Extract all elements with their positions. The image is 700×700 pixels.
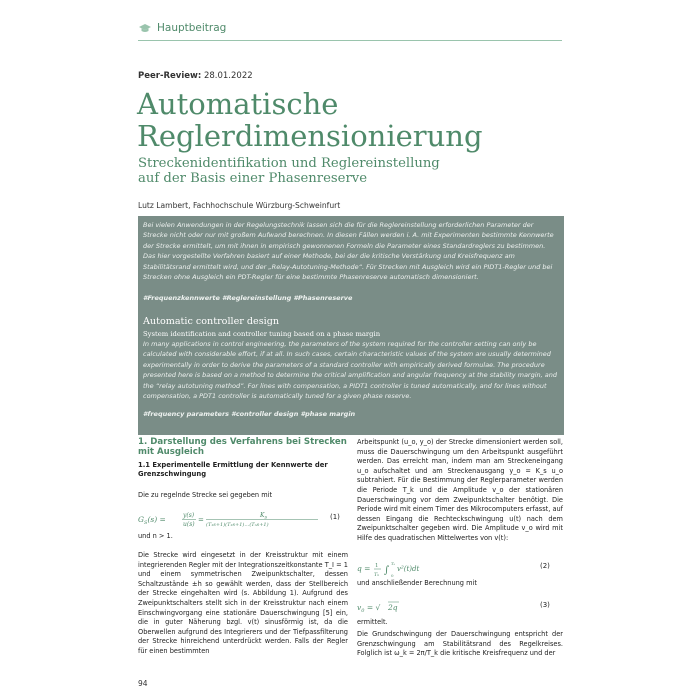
keywords-english: #frequency parameters #controller design #phase margin [143,410,356,418]
section-label: Hauptbeitrag [157,22,227,34]
svg-text:2q: 2q [388,603,398,612]
body-paragraph-4: Arbeitspunkt (u_o, y_o) der Strecke dimensioniert werden soll, muss die Dauerschwingung um den Arbeitspunkt ausgeführt werden. Das erreicht man, indem man am Streckeneingang u_o aufschaltet und am Streckenausgang y_o = K_s u_o subtrahiert. Für die Bestimmung der Reglerparameter werden die Periode T_k und die Amplitude v_o der stationären Dauerschwingung vor dem Zweipunktschalter benötigt. Die Periode wird mit einem Timer des Mikrocomputers erfasst, auf dessen Eingang die Rechteckschwingung u(t) nach dem Zweipunktschalter gegeben wird. Die Amplitude v_o wird mit Hilfe des quadratischen Mittelwertes von v(t): [357,438,563,542]
body-paragraph-6: ermittelt. [357,618,388,626]
title-line-2: Reglerdimensionierung [137,119,483,153]
equation-2-number: (2) [540,562,550,570]
abstract-german: Bei vielen Anwendungen in der Regelungstechnik lassen sich die für die Reglereinstellung erforderlichen Parameter der Strecke nicht oder nur mit großem Aufwand berechnen. In diesen Fällen werden i. A. mit Experimenten bestimmte Kennwerte der Strecke ermittelt, um mit ihnen in empirisch gewonnenen Formeln die Parameter eines Standardreglers zu bestimmen. Das hier vorgestellte Verfahren basiert auf einer Methode, bei der die kritische Verstärkung und Kreisfrequenz am Stabilitätsrand ermittelt wird, und der „Relay-Autotuning-Methode“. Für Strecken mit Ausgleich wird ein PIDT1-Regler und bei Strecken ohne Ausgleich ein PDT-Regler für eine bestimmte Phasenreserve automatisch dimensioniert. [143,221,554,282]
svg-text:Tₖ: Tₖ [391,561,396,566]
body-paragraph-1: Die zu regelnde Strecke sei gegeben mit [138,491,273,499]
subtitle-line-2: auf der Basis einer Phasenreserve [138,171,368,186]
peer-review-date: 28.01.2022 [203,71,253,81]
abstract-english: In many applications in control engineering, the parameters of the system required for the controller setting can only be calculated with considerable effort, if at all. In such cases, certain characteristic values of the system are usually determined experimentally in order to derive the parameters of a standard controller with empirically derived formulae. The procedure presented here is based on a method to determine the critical amplification and angular frequency at the stability margin, and the “relay autotuning method”. For lines with compensation, a PIDT1 controller is tuned automatically, and for lines without compensation, a PDT1 controller is automatically tuned for a given phase reserve. [143,340,558,401]
author-line: Lutz Lambert, Fachhochschule Würzburg-Schweinfurt [138,201,341,210]
body-paragraph-7: Die Grundschwingung der Dauerschwingung entspricht der Grenzschwingung am Stabilitätsrand des Regelkreises. Folglich ist ω_k = 2π/T_k die kritische Kreisfrequenz und der [357,630,563,658]
graduation-cap-icon [138,23,152,33]
header-divider [138,40,562,41]
svg-text:q =: q = [357,564,371,573]
svg-text:∫: ∫ [384,565,390,576]
subsection-heading-1-1: 1.1 Experimentelle Ermittlung der Kennwerte der Grenzschwingung [138,461,328,478]
body-paragraph-3: Die Strecke wird eingesetzt in der Kreisstruktur mit einem integrierenden Regler mit der Integrationszeitkonstante T_I = 1 und einem symmetrischen Zweipunktschalter, dessen Schaltzustände ±h so gewählt werden, dass der Stellbereich der Strecke eingehalten wird (s. Abbildung 1). Aufgrund des Zweipunktschalters stellt sich in der Kreisstruktur nach einem Einschwingvorgang eine stationäre Dauerschwingung [5] ein, die in guter Näherung bzgl. v(t) sinusförmig ist, da die Oberwellen aufgrund des Integrierers und der Tiefpassfilterung der Strecke hinreichend unterdrückt werden. Falls der Regler für einen bestimmten [138,551,348,655]
svg-text:v0 = √: $v_0$ = √ [357,603,381,614]
peer-review-line [138,71,253,81]
english-subtitle: System identification and controller tuning based on a phase margin [143,330,381,338]
svg-text:GS(s) =: $G_S(s)$ = [138,515,166,526]
svg-text:y(s): y(s) [183,512,195,519]
page-number: 94 [138,679,148,688]
equation-3-number: (3) [540,601,550,609]
svg-text:=: = [198,516,204,524]
equation-1 [138,507,348,535]
svg-text:1: 1 [375,563,379,569]
svg-text:0: 0 [391,573,394,578]
body-paragraph-2: und n > 1. [138,532,173,540]
section-heading-1: 1. Darstellung des Verfahrens bei Strecken mit Ausgleich [138,437,347,457]
keywords-german: #Frequenzkennwerte #Reglereinstellung #Phasenreserve [143,294,353,302]
svg-text:KS: $K_S$ [260,512,268,520]
svg-text:u(s): u(s) [183,521,195,528]
body-paragraph-5: und anschließender Berechnung mit [357,579,477,587]
title-line-1: Automatische [137,87,339,121]
article-subtitle [138,156,558,186]
english-title: Automatic controller design [143,316,280,327]
article-title [137,88,567,152]
subtitle-line-1: Streckenidentifikation und Reglereinstellung [138,156,440,171]
svg-text:(T₁s+1)(T₂s+1)…(Tₙs+1): (T₁s+1)(T₂s+1)…(Tₙs+1) [206,522,269,528]
svg-text:Tₖ: Tₖ [374,572,380,578]
equation-2 [357,558,557,580]
peer-review-label: Peer-Review: [138,71,202,81]
equation-1-number: (1) [330,513,340,521]
equation-3 [357,597,557,617]
svg-text:v²(t)dt: v²(t)dt [397,565,420,573]
